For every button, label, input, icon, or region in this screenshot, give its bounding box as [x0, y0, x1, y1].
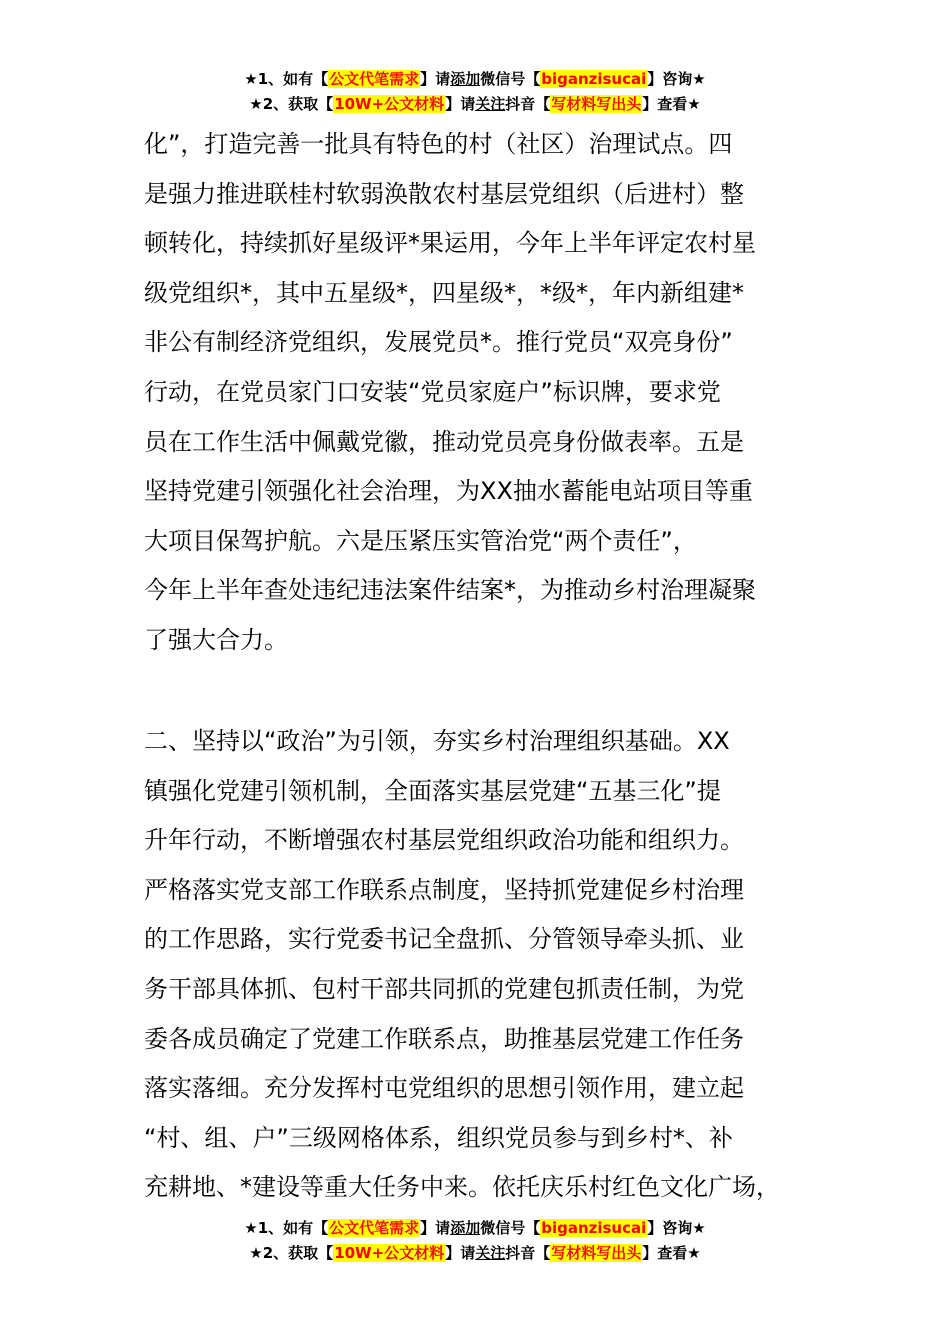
highlight-wechat-id: biganzisucai	[541, 70, 647, 88]
text-line: “村、组、户”三级网格体系，组织党员参与到乡村*、补	[144, 1123, 733, 1152]
header-banner	[0, 67, 950, 117]
text-line: 务干部具体抓、包村干部共同抓的党建包抓责任制，为党	[144, 974, 744, 1003]
text-line: 落实落细。充分发挥村屯党组织的思想引领作用，建立起	[144, 1074, 744, 1103]
body-paragraph-2	[144, 717, 810, 1213]
text-line: 顿转化，持续抓好星级评*果运用，今年上半年评定农村星	[144, 229, 756, 258]
text-line: 了强大合力。	[144, 625, 288, 654]
banner-line-2: ★2、获取【10W+公文材料】请关注抖音【写材料写出头】查看★	[249, 1244, 701, 1262]
banner-line-2: ★2、获取【10W+公文材料】请关注抖音【写材料写出头】查看★	[249, 95, 701, 113]
banner-line-1: ★1、如有【公文代笔需求】请添加微信号【biganzisucai】咨询★	[244, 70, 706, 88]
text-line: 级党组织*，其中五星级*，四星级*，*级*，年内新组建*	[144, 278, 744, 307]
highlight-materials: 10W+公文材料	[334, 95, 445, 113]
body-paragraph-1	[144, 120, 810, 666]
highlight-douyin-account: 写材料写出头	[551, 1244, 642, 1262]
text-line: 是强力推进联桂村软弱涣散农村基层党组织（后进村）整	[144, 179, 744, 208]
text-line: 的工作思路，实行党委书记全盘抓、分管领导牵头抓、业	[144, 925, 744, 954]
highlight-materials: 10W+公文材料	[334, 1244, 445, 1262]
text-line: 委各成员确定了党建工作联系点，助推基层党建工作任务	[144, 1024, 744, 1053]
text-line: 坚持党建引领强化社会治理，为XX抽水蓄能电站项目等重	[144, 477, 753, 506]
text-line: 严格落实党支部工作联系点制度，坚持抓党建促乡村治理	[144, 875, 744, 904]
highlight-douyin-account: 写材料写出头	[551, 95, 642, 113]
text-line: 大项目保驾护航。六是压紧压实管治党“两个责任”，	[144, 526, 697, 555]
highlight-service: 公文代笔需求	[329, 1219, 420, 1237]
banner-line-1: ★1、如有【公文代笔需求】请添加微信号【biganzisucai】咨询★	[244, 1219, 706, 1237]
text-line: 化”，打造完善一批具有特色的村（社区）治理试点。四	[144, 130, 733, 158]
text-line: 镇强化党建引领机制，全面落实基层党建“五基三化”提	[144, 776, 721, 805]
highlight-wechat-id: biganzisucai	[541, 1219, 647, 1237]
text-line: 充耕地、*建设等重大任务中来。依托庆乐村红色文化广场，	[144, 1173, 780, 1202]
text-line: 今年上半年查处违纪违法案件结案*，为推动乡村治理凝聚	[144, 576, 756, 605]
text-line: 非公有制经济党组织，发展党员*。推行党员“双亮身份”	[144, 328, 733, 357]
footer-banner	[0, 1216, 950, 1266]
text-line: 行动，在党员家门口安装“党员家庭户”标识牌，要求党	[144, 377, 721, 406]
highlight-service: 公文代笔需求	[329, 70, 420, 88]
text-line: 员在工作生活中佩戴党徽，推动党员亮身份做表率。五是	[144, 427, 744, 456]
text-line: 二、坚持以“政治”为引领，夯实乡村治理组织基础。XX	[144, 727, 730, 755]
text-line: 升年行动，不断增强农村基层党组织政治功能和组织力。	[144, 826, 744, 855]
